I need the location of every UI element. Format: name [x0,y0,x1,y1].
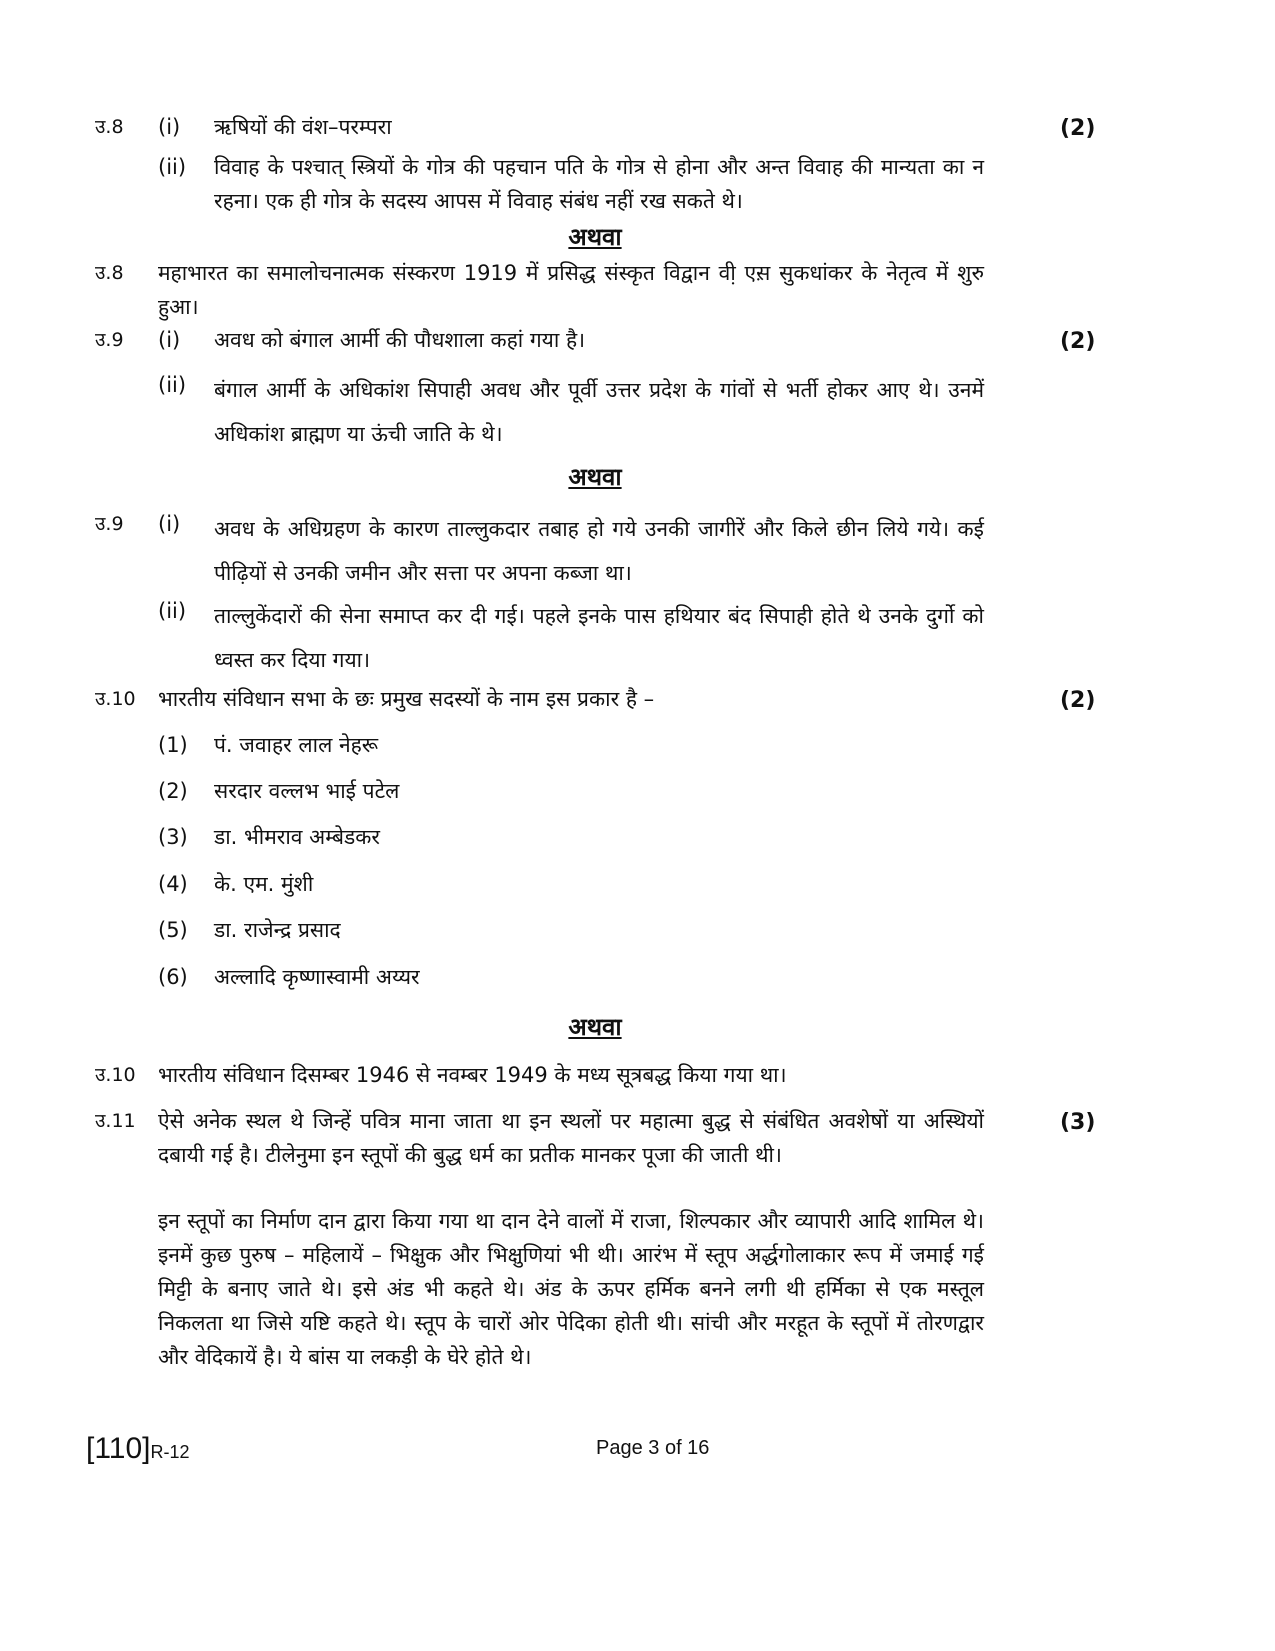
answer-text: महाभारत का समालोचनात्मक संस्करण 1919 में प्रसिद्ध संस्कृत विद्वान वी़ एस़ सुकधांकर के नेतृत्व में शुरु हुआ। [158,261,984,319]
answer-text: भारतीय संविधान दिसम्बर 1946 से नवम्बर 1949 के मध्य सूत्रबद्ध किया गया था। [158,1063,787,1087]
list-item-number: (5) [158,918,188,942]
list-item: पं. जवाहर लाल नेहरू [214,733,379,757]
item-label: (ii) [158,599,187,623]
item-text: बंगाल आर्मी के अधिकांश सिपाही अवध और पूर्वी उत्तर प्रदेश के गांवों से भर्ती होकर आए थे। उनमें अधिकांश ब्राह्मण या ऊंची जाति के थे। [214,378,985,446]
answer-intro: भारतीय संविधान सभा के छः प्रमुख सदस्यों के नाम इस प्रकार है – [158,687,655,711]
item-label: (i) [158,328,181,352]
answer-paragraph: इन स्तूपों का निर्माण दान द्वारा किया गया था दान देने वालों में राजा, शिल्पकार और व्यापारी आदि शामिल थे। इनमें कुछ पुरुष – महिलायें – भिक्षुक और भिक्षुणियां भी थी। आरंभ में स्तूप अर्द्धगोलाकार रूप में जमाई गई मिट्टी के बनाए जाते थे। इसे अंड भी कहते थे। अंड के ऊपर हर्मिक बनने लगी थी हर्मिका से एक मस्तूल निकलता था जिसे यष्टि कहते थे। स्तूप के चारों ओर पेदिका होती थी। सांची और मरहूत के स्तूपों में तोरणद्वार और वेदिकायें है। ये बांस या लकड़ी के घेरे होते थे। [158,1209,984,1369]
list-item-number: (1) [158,733,188,757]
paper-subcode: R-12 [150,1442,190,1462]
item-label: (i) [158,512,181,536]
or-heading: अथवा [568,223,622,251]
list-item-number: (2) [158,779,188,803]
question-number: उ.10 [95,1064,136,1086]
or-heading: अथवा [568,1013,622,1041]
list-item: सरदार वल्लभ भाई पटेल [214,779,400,803]
page-number: Page 3 of 16 [596,1437,710,1459]
item-label: (ii) [158,373,187,397]
item-text: विवाह के पश्चात् स्त्रियों के गोत्र की पहचान पति के गोत्र से होना और अन्त विवाह की मान्यता का न रहना। एक ही गोत्र के सदस्य आपस में विवाह संबंध नहीं रख सकते थे। [214,155,984,213]
marks: (2) [1060,116,1096,141]
list-item: अल्लादि कृष्णास्वामी अय्यर [214,965,420,989]
list-item: डा. भीमराव अम्बेडकर [214,825,380,849]
paper-code [86,1432,190,1466]
marks: (2) [1060,329,1096,354]
item-text: अवध के अधिग्रहण के कारण ताल्लुकदार तबाह हो गये उनकी जागीरें और किले छीन लिये गये। कई पीढ़ियों से उनकी जमीन और सत्ता पर अपना कब्जा था। [214,517,984,585]
question-number: उ.10 [95,688,136,710]
answer-paragraph: ऐसे अनेक स्थल थे जिन्हें पवित्र माना जाता था इन स्थलों पर महात्मा बुद्ध से संबंधित अवशेषों या अस्थियों दबायी गई है। टीलेनुमा इन स्तूपों की बुद्ध धर्म का प्रतीक मानकर पूजा की जाती थी। [158,1109,984,1167]
list-item-number: (6) [158,965,188,989]
list-item: डा. राजेन्द्र प्रसाद [214,918,341,942]
or-heading: अथवा [568,463,622,491]
item-label: (i) [158,115,181,139]
marks: (3) [1060,1110,1096,1135]
item-text: अवध को बंगाल आर्मी की पौधशाला कहां गया है। [214,328,586,352]
list-item-number: (3) [158,825,188,849]
question-number: उ.8 [95,116,124,138]
question-number: उ.9 [95,329,124,351]
item-text: ऋषियों की वंश–परम्परा [214,115,392,139]
question-number: उ.8 [95,262,124,284]
paper-code-number: [110] [86,1432,151,1465]
list-item: के. एम. मुंशी [214,872,314,896]
item-text: ताल्लुकेंदारों की सेना समाप्त कर दी गई। पहले इनके पास हथियार बंद सिपाही होते थे उनके दुर्गो को ध्वस्त कर दिया गया। [214,604,984,672]
question-number: उ.11 [95,1110,136,1132]
question-number: उ.9 [95,513,124,535]
marks: (2) [1060,688,1096,713]
item-label: (ii) [158,155,187,179]
list-item-number: (4) [158,872,188,896]
